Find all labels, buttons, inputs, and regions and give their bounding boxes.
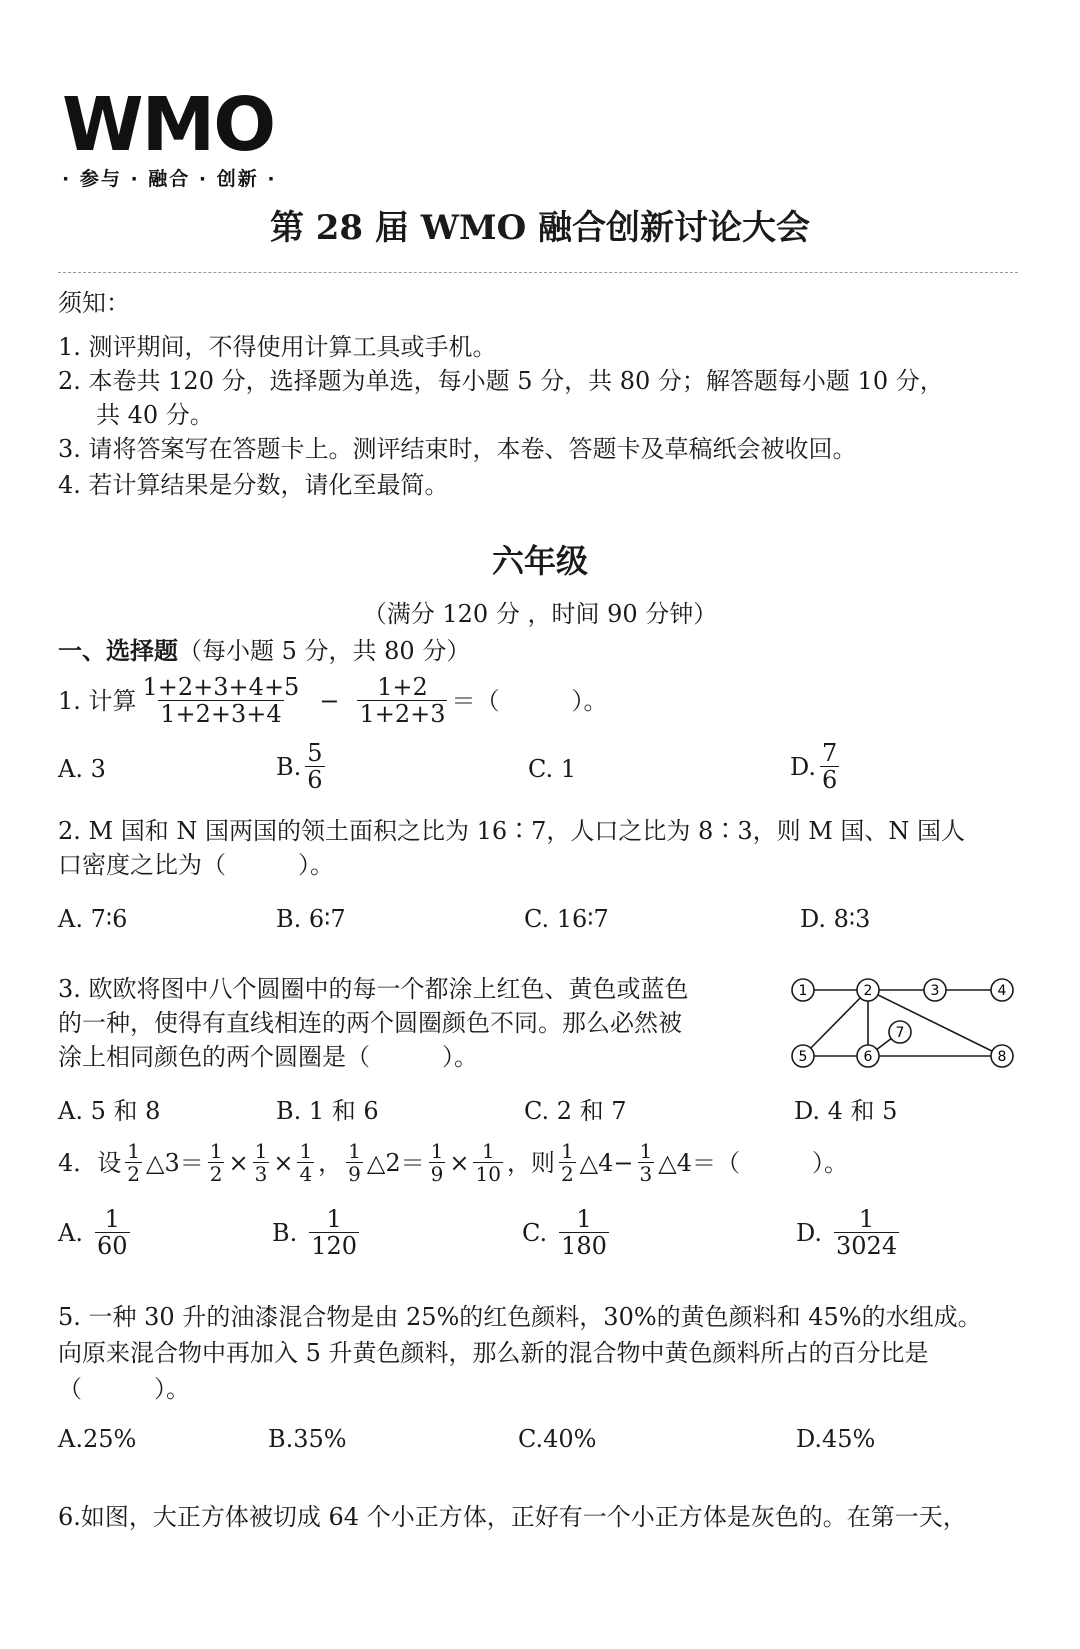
q2-option-b[interactable]: B. 6∶7 [276, 905, 346, 933]
q4-expr-fraction [559, 1140, 576, 1185]
q1-fraction-1 [141, 674, 302, 728]
q1-option-b-den: 6 [307, 766, 323, 795]
q4-option-b-label: B. [272, 1218, 298, 1247]
q4-option-d-num: 1 [858, 1205, 875, 1233]
q4-option-d-den: 3024 [836, 1232, 898, 1261]
q1-f2-num: 1+2 [377, 673, 428, 701]
q2-option-a[interactable]: A. 7∶6 [58, 905, 128, 933]
node-4 [991, 979, 1013, 1001]
q3-option-d[interactable]: D. 4 和 5 [794, 1097, 898, 1125]
q3-line-1: 3. 欧欧将图中八个圆圈中的每一个都涂上红色、黄色或蓝色 [58, 975, 689, 1003]
section-heading [58, 634, 470, 668]
score-info: （满分 120 分 ，时间 90 分钟） [362, 600, 718, 628]
q1-fraction-2 [357, 674, 447, 728]
q4-option-c-label: C. [522, 1218, 548, 1247]
node-4-label: 4 [997, 983, 1007, 999]
q1-f1-num: 1+2+3+4+5 [142, 673, 300, 701]
q4-option-b-fraction [309, 1206, 359, 1260]
q4-expr-fraction [208, 1140, 225, 1185]
q3-line-2: 的一种，使得有直线相连的两个圆圈颜色不同。那么必然被 [58, 1009, 682, 1037]
q4-option-c-den: 180 [561, 1232, 607, 1261]
q1-option-b-num: 5 [307, 739, 323, 767]
q5-option-d[interactable]: D.45% [796, 1425, 876, 1453]
section-note: （每小题 5 分，共 80 分） [178, 637, 471, 665]
q5-line-3: （ ）。 [58, 1375, 190, 1403]
q4-option-d-fraction [834, 1206, 899, 1260]
q4-expr-fraction-num: 1 [560, 1139, 574, 1163]
node-2 [857, 979, 879, 1001]
q4-expr-fraction-den: 3 [254, 1162, 268, 1186]
q4-option-a-num: 1 [104, 1205, 120, 1233]
q4-expr-fraction [125, 1140, 142, 1185]
q1-option-d-den: 6 [822, 766, 838, 795]
question-4 [58, 1140, 848, 1185]
q2-option-d[interactable]: D. 8∶3 [800, 905, 871, 933]
notice-heading: 须知： [58, 289, 130, 317]
section-name: 一、选择题 [58, 636, 178, 665]
q4-expr-text: △2＝ [366, 1148, 425, 1177]
node-3 [924, 979, 946, 1001]
q4-expr-fraction [638, 1140, 655, 1185]
q4-option-b[interactable] [272, 1206, 363, 1260]
q4-expr-text: △3＝ [146, 1148, 204, 1177]
q4-expr-fraction-den: 9 [430, 1162, 444, 1186]
q4-expr-fraction-num: 1 [254, 1139, 268, 1163]
q4-expr-text: × [449, 1148, 470, 1177]
q5-line-1: 5. 一种 30 升的油漆混合物是由 25%的红色颜料，30%的黄色颜料和 45%的水组成。 [58, 1303, 982, 1331]
q4-expr-fraction-den: 2 [127, 1162, 141, 1186]
q1-option-b[interactable] [276, 740, 329, 794]
q4-expr-fraction-num: 1 [639, 1139, 653, 1163]
grade-heading: 六年级 [491, 542, 588, 580]
q5-option-c[interactable]: C.40% [518, 1425, 597, 1453]
notice-item-2: 2. 本卷共 120 分，选择题为单选，每小题 5 分，共 80 分；解答题每小题 10 分， [58, 367, 944, 395]
q4-option-c-fraction [559, 1206, 609, 1260]
q1-option-a[interactable]: A. 3 [58, 755, 106, 783]
q4-option-b-num: 1 [326, 1205, 342, 1233]
page-title: 第 28 届 WMO 融合创新讨论大会 [269, 208, 811, 248]
q4-expr-fraction-num: 1 [481, 1139, 495, 1163]
q4-expr-fraction-num: 1 [209, 1139, 223, 1163]
node-8 [991, 1045, 1013, 1067]
q1-f2-den: 1+2+3 [359, 700, 446, 729]
q4-expr-fraction-num: 1 [348, 1139, 361, 1163]
wmo-logo [62, 82, 312, 190]
q4-option-a[interactable] [58, 1206, 134, 1260]
q4-expr-fraction-den: 2 [560, 1162, 574, 1186]
q1-option-b-fraction [305, 740, 324, 794]
q1-option-d-num: 7 [822, 739, 838, 767]
q4-expr-fraction [473, 1140, 502, 1185]
q4-expr-fraction [429, 1140, 446, 1185]
q1-suffix: ＝（ ）。 [451, 686, 608, 715]
q4-expr-fraction-den: 10 [475, 1162, 501, 1186]
q3-option-c[interactable]: C. 2 和 7 [524, 1097, 627, 1125]
q4-expr-text: ，则 [506, 1148, 555, 1177]
q4-expr-fraction [253, 1140, 270, 1185]
q1-option-d-label: D. [790, 752, 817, 781]
q5-option-b[interactable]: B.35% [268, 1425, 347, 1453]
q4-expr-fraction [346, 1140, 363, 1185]
q1-prefix: 1. 计算 [58, 686, 137, 715]
node-6-label: 6 [863, 1049, 873, 1065]
q4-expr-fraction-num: 1 [299, 1139, 313, 1163]
q3-option-a[interactable]: A. 5 和 8 [58, 1097, 161, 1125]
q5-line-2: 向原来混合物中再加入 5 升黄色颜料，那么新的混合物中黄色颜料所占的百分比是 [58, 1339, 929, 1367]
q4-expr-fraction-den: 9 [348, 1162, 361, 1186]
q4-expr-text: △4＝（ ）。 [658, 1148, 848, 1177]
q2-line-1: 2. M 国和 N 国两国的领土面积之比为 16∶7，人口之比为 8∶3，则 M 国、N 国人 [58, 817, 966, 845]
q5-option-a[interactable]: A.25% [58, 1425, 137, 1453]
node-1 [792, 979, 814, 1001]
node-5-label: 5 [798, 1049, 808, 1065]
q4-expr-fraction-num: 1 [127, 1139, 141, 1163]
notice-item-2-cont: 共 40 分。 [96, 401, 214, 429]
q3-graph-diagram [780, 972, 1025, 1072]
notice-item-3: 3. 请将答案写在答题卡上。测评结束时，本卷、答题卡及草稿纸会被收回。 [58, 435, 857, 463]
q4-option-a-fraction [95, 1206, 130, 1260]
logo-tagline: · 参与 · 融合 · 创新 · [62, 168, 277, 190]
q4-expr-fraction [297, 1140, 314, 1185]
q4-expr-fraction-den: 3 [639, 1162, 653, 1186]
q6-line-1: 6.如图，大正方体被切成 64 个小正方体，正好有一个小正方体是灰色的。在第一天， [58, 1503, 967, 1531]
q4-option-c-num: 1 [576, 1205, 592, 1233]
q4-option-d-label: D. [796, 1218, 823, 1247]
question-1 [58, 674, 607, 728]
node-6 [857, 1045, 879, 1067]
q4-expr-fraction-den: 2 [209, 1162, 223, 1186]
q1-option-b-label: B. [276, 752, 302, 781]
q1-option-d[interactable] [790, 740, 843, 794]
q4-expr-text: △4− [579, 1148, 634, 1177]
divider [58, 272, 1018, 273]
notice-item-4: 4. 若计算结果是分数，请化至最简。 [58, 471, 449, 499]
q3-option-b[interactable]: B. 1 和 6 [276, 1097, 379, 1125]
q4-option-d[interactable] [796, 1206, 903, 1260]
q1-f1-den: 1+2+3+4 [160, 700, 282, 729]
q1-option-d-fraction [820, 740, 839, 794]
q4-option-b-den: 120 [311, 1232, 358, 1261]
q2-line-2: 口密度之比为（ ）。 [58, 851, 334, 879]
q4-prefix: 4．设 [58, 1148, 122, 1177]
q4-option-c[interactable] [522, 1206, 613, 1260]
q4-expr-fraction-num: 1 [430, 1139, 444, 1163]
q4-option-a-label: A. [58, 1218, 83, 1247]
q4-option-a-den: 60 [96, 1232, 128, 1261]
q1-option-c[interactable]: C. 1 [528, 755, 577, 783]
q4-expr-text: ， [318, 1148, 343, 1177]
q3-line-3: 涂上相同颜色的两个圆圈是（ ）。 [58, 1043, 478, 1071]
edge-2-5 [803, 990, 868, 1056]
node-5 [792, 1045, 814, 1067]
node-7-label: 7 [895, 1025, 905, 1041]
node-7 [889, 1021, 911, 1043]
q4-expr-text: × [228, 1148, 249, 1177]
q4-expr-fraction-den: 4 [299, 1162, 313, 1186]
logo-text: WMO [62, 82, 275, 168]
node-1-label: 1 [798, 983, 808, 999]
node-8-label: 8 [997, 1049, 1007, 1065]
q2-option-c[interactable]: C. 16∶7 [524, 905, 609, 933]
notice-item-1: 1. 测评期间，不得使用计算工具或手机。 [58, 333, 497, 361]
node-3-label: 3 [930, 983, 940, 999]
q1-minus: − [319, 686, 340, 715]
q4-expr-text: × [273, 1148, 294, 1177]
node-2-label: 2 [863, 983, 873, 999]
